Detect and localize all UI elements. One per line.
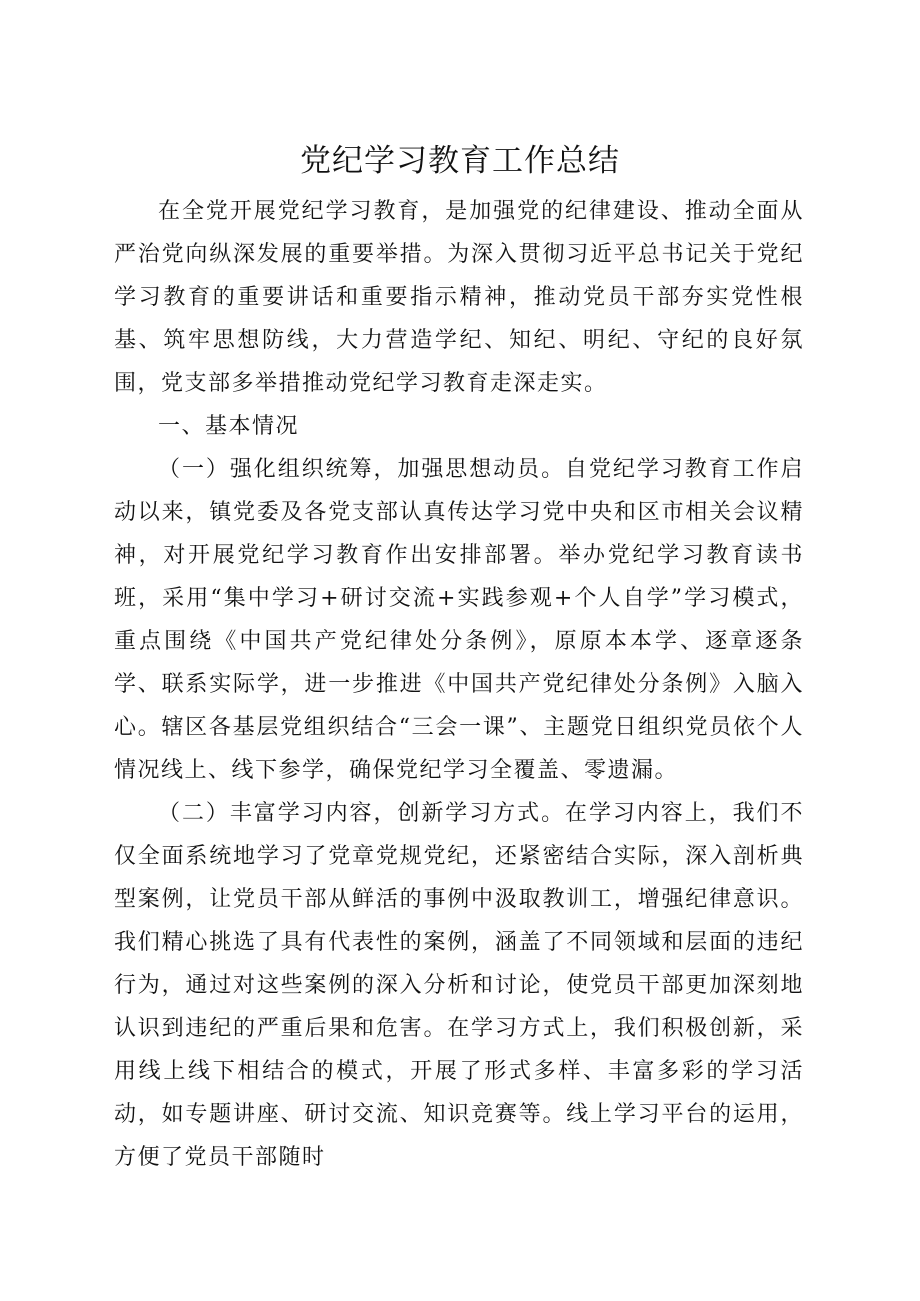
paragraph-learning-content: （二）丰富学习内容，创新学习方式。在学习内容上，我们不仅全面系统地学习了党章党规党纪，还紧密结合实际，深入剖析典型案例，让党员干部从鲜活的事例中汲取教训工，增强纪律意识。我们精心挑选了具有代表性的案例，涵盖了不同领域和层面的违纪行为，通过对这些案例的深入分析和讨论，使党员干部更加深刻地认识到违纪的严重后果和危害。在学习方式上，我们积极创新，采用线上线下相结合的模式，开展了形式多样、丰富多彩的学习活动，如专题讲座、研讨交流、知识竞赛等。线上学习平台的运用，方便了党员干部随时 — [114, 801, 804, 1170]
document-title: 党纪学习教育工作总结 — [300, 143, 620, 179]
intro-paragraph: 在全党开展党纪学习教育，是加强党的纪律建设、推动全面从严治党向纵深发展的重要举措。为深入贯彻习近平总书记关于党纪学习教育的重要讲话和重要指示精神，推动党员干部夯实党性根基、筑牢思想防线，大力营造学纪、知纪、明纪、守纪的良好氛围，党支部多举措推动党纪学习教育走深走实。 — [114, 199, 804, 396]
document-body — [114, 190, 804, 1179]
paragraph-organization: （一）强化组织统筹，加强思想动员。自党纪学习教育工作启动以来，镇党委及各党支部认真传达学习党中央和区市相关会议精神，对开展党纪学习教育作出安排部署。举办党纪学习教育读书班，采用“集中学习+研讨交流+实践参观+个人自学”学习模式，重点围绕《中国共产党纪律处分条例》，原原本本学、逐章逐条学、联系实际学，进一步推进《中国共产党纪律处分条例》入脑入心。辖区各基层党组织结合“三会一课”、主题党日组织党员依个人情况线上、线下参学，确保党纪学习全覆盖、零遗漏。 — [114, 457, 804, 783]
section-heading-basic-situation: 一、基本情况 — [158, 414, 300, 439]
